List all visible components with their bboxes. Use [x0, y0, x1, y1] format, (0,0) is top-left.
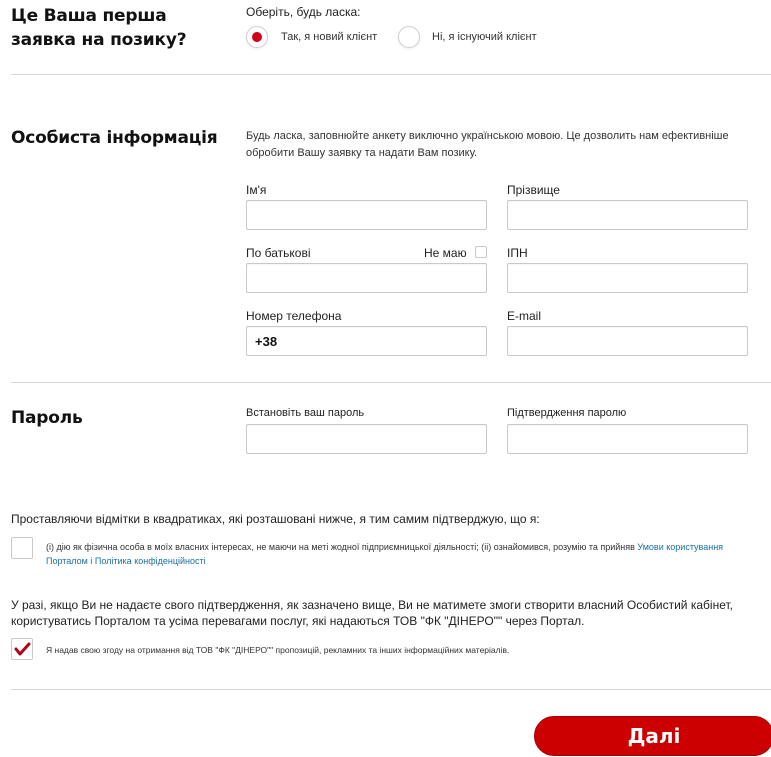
personal-info-description	[246, 128, 766, 162]
confirm-password-input[interactable]	[507, 424, 748, 454]
terms-text-body: (і) дію як фізична особа в моїх власних інтересах, не маючи на меті жодної підприємницької діяльності; (іі) ознайомився, розумію та прийняв	[46, 542, 638, 552]
first-request-title	[11, 4, 186, 52]
password-title: Пароль	[11, 408, 83, 428]
phone-input[interactable]	[246, 326, 487, 356]
email-label: E-mail	[507, 309, 542, 323]
next-button[interactable]: Далі	[534, 716, 771, 756]
no-patronymic-label: Не маю	[424, 246, 467, 260]
description-line2: обробити Вашу заявку та надати Вам позику.	[246, 147, 478, 159]
marketing-checkbox[interactable]	[11, 638, 33, 660]
tax-id-input[interactable]	[507, 263, 748, 293]
terms-joiner: і	[87, 556, 95, 566]
radio-existing-client[interactable]	[398, 26, 568, 50]
email-input[interactable]	[507, 326, 748, 356]
set-password-input[interactable]	[246, 424, 487, 454]
tax-id-label: ІПН	[507, 246, 528, 260]
divider	[11, 382, 771, 383]
terms-of-use-link[interactable]: Умови користування Порталом	[46, 542, 724, 566]
choose-prompt: Оберіть, будь ласка:	[246, 5, 361, 19]
terms-text	[46, 540, 766, 568]
patronymic-label: По батькові	[246, 246, 311, 260]
warning-line2: користуватись Порталом та усіма перевагами послуг, які надаються ТОВ "ФК "ДІНЕРО"" через Портал.	[11, 614, 585, 628]
set-password-label: Встановіть ваш пароль	[246, 407, 365, 419]
no-patronymic-checkbox[interactable]	[475, 246, 487, 258]
last-name-input[interactable]	[507, 200, 748, 230]
consent-intro: Проставляючи відмітки в квадратиках, які розташовані нижче, я тим самим підтверджую, що я:	[11, 512, 540, 526]
patronymic-input[interactable]	[246, 263, 487, 293]
radio-unselected-icon[interactable]	[398, 26, 420, 48]
radio-new-client-label: Так, я новий клієнт	[281, 31, 378, 43]
marketing-text: Я надав свою згоду на отримання від ТОВ "ФК "ДІНЕРО"" пропозицій, рекламних та інших інформаційних матеріалів.	[46, 645, 510, 655]
confirm-password-label: Підтвердження паролю	[507, 407, 627, 419]
radio-existing-client-label: Ні, я існуючий клієнт	[432, 31, 537, 43]
last-name-label: Прізвище	[507, 183, 560, 197]
terms-checkbox[interactable]	[11, 537, 33, 559]
warning-line1: У разі, якщо Ви не надаєте свого підтвердження, як зазначено вище, Ви не матимете змоги створити власний Особистий кабінет,	[11, 598, 733, 612]
divider	[11, 689, 771, 690]
radio-new-client[interactable]	[246, 26, 396, 50]
first-name-input[interactable]	[246, 200, 487, 230]
privacy-policy-link[interactable]: Політика конфіденційності	[94, 556, 206, 566]
first-request-title-line1: Це Ваша перша	[11, 6, 167, 26]
first-request-title-line2: заявка на позику?	[11, 30, 187, 50]
divider	[11, 74, 771, 75]
checkmark-icon	[12, 639, 32, 659]
phone-label: Номер телефона	[246, 309, 342, 323]
first-name-label: Ім'я	[246, 183, 267, 197]
description-line1: Будь ласка, заповнюйте анкету виключно українською мовою. Це дозволить нам ефективніше	[246, 130, 729, 142]
consent-warning	[11, 597, 771, 629]
personal-info-title: Особиста інформація	[11, 128, 218, 148]
radio-selected-icon[interactable]	[246, 26, 268, 48]
